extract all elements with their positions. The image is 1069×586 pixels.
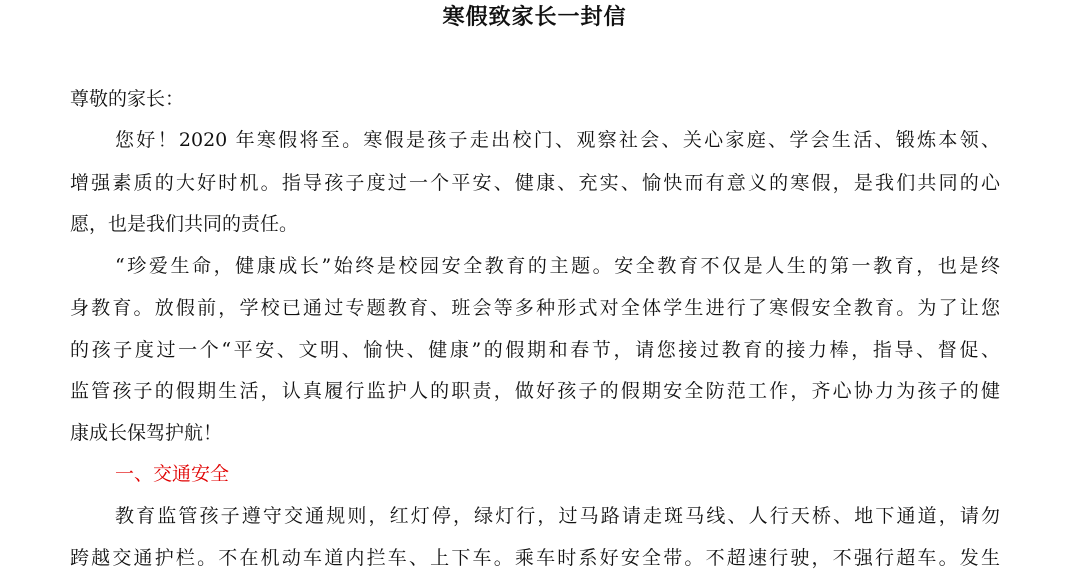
paragraph-1-line-3: 愿，也是我们共同的责任。 [70, 213, 299, 235]
greeting: 尊敬的家长： [70, 88, 185, 110]
paragraph-2-line-3: 的孩子度过一个“平安、文明、愉快、健康”的假期和春节，请您接过教育的接力棒，指导、督促、 [70, 339, 1000, 361]
paragraph-2-line-4: 监管孩子的假期生活，认真履行监护人的职责，做好孩子的假期安全防范工作，齐心协力为孩子的健 [70, 380, 1000, 402]
paragraph-2-line-2: 身教育。放假前，学校已通过专题教育、班会等多种形式对全体学生进行了寒假安全教育。为了让您 [70, 297, 1000, 319]
paragraph-1-line-1: 您好！2020 年寒假将至。寒假是孩子走出校门、观察社会、关心家庭、学会生活、锻炼本领、 [115, 129, 1000, 151]
section-paragraph-line-1: 教育监管孩子遵守交通规则，红灯停，绿灯行，过马路请走斑马线、人行天桥、地下通道，请勿 [115, 505, 1000, 527]
section-heading-traffic-safety: 一、交通安全 [115, 463, 230, 485]
paragraph-2-line-1: “珍爱生命，健康成长”始终是校园安全教育的主题。安全教育不仅是人生的第一教育，也是终 [115, 255, 1000, 277]
paragraph-1-line-2: 增强素质的大好时机。指导孩子度过一个平安、健康、充实、愉快而有意义的寒假，是我们共同的心 [70, 172, 1000, 194]
section-paragraph-line-2: 跨越交通护栏。不在机动车道内拦车、上下车。乘车时系好安全带。不超速行驶，不强行超车。发生 [70, 547, 1000, 569]
document-title: 寒假致家长一封信 [442, 4, 627, 30]
paragraph-2-line-5: 康成长保驾护航！ [70, 422, 223, 444]
